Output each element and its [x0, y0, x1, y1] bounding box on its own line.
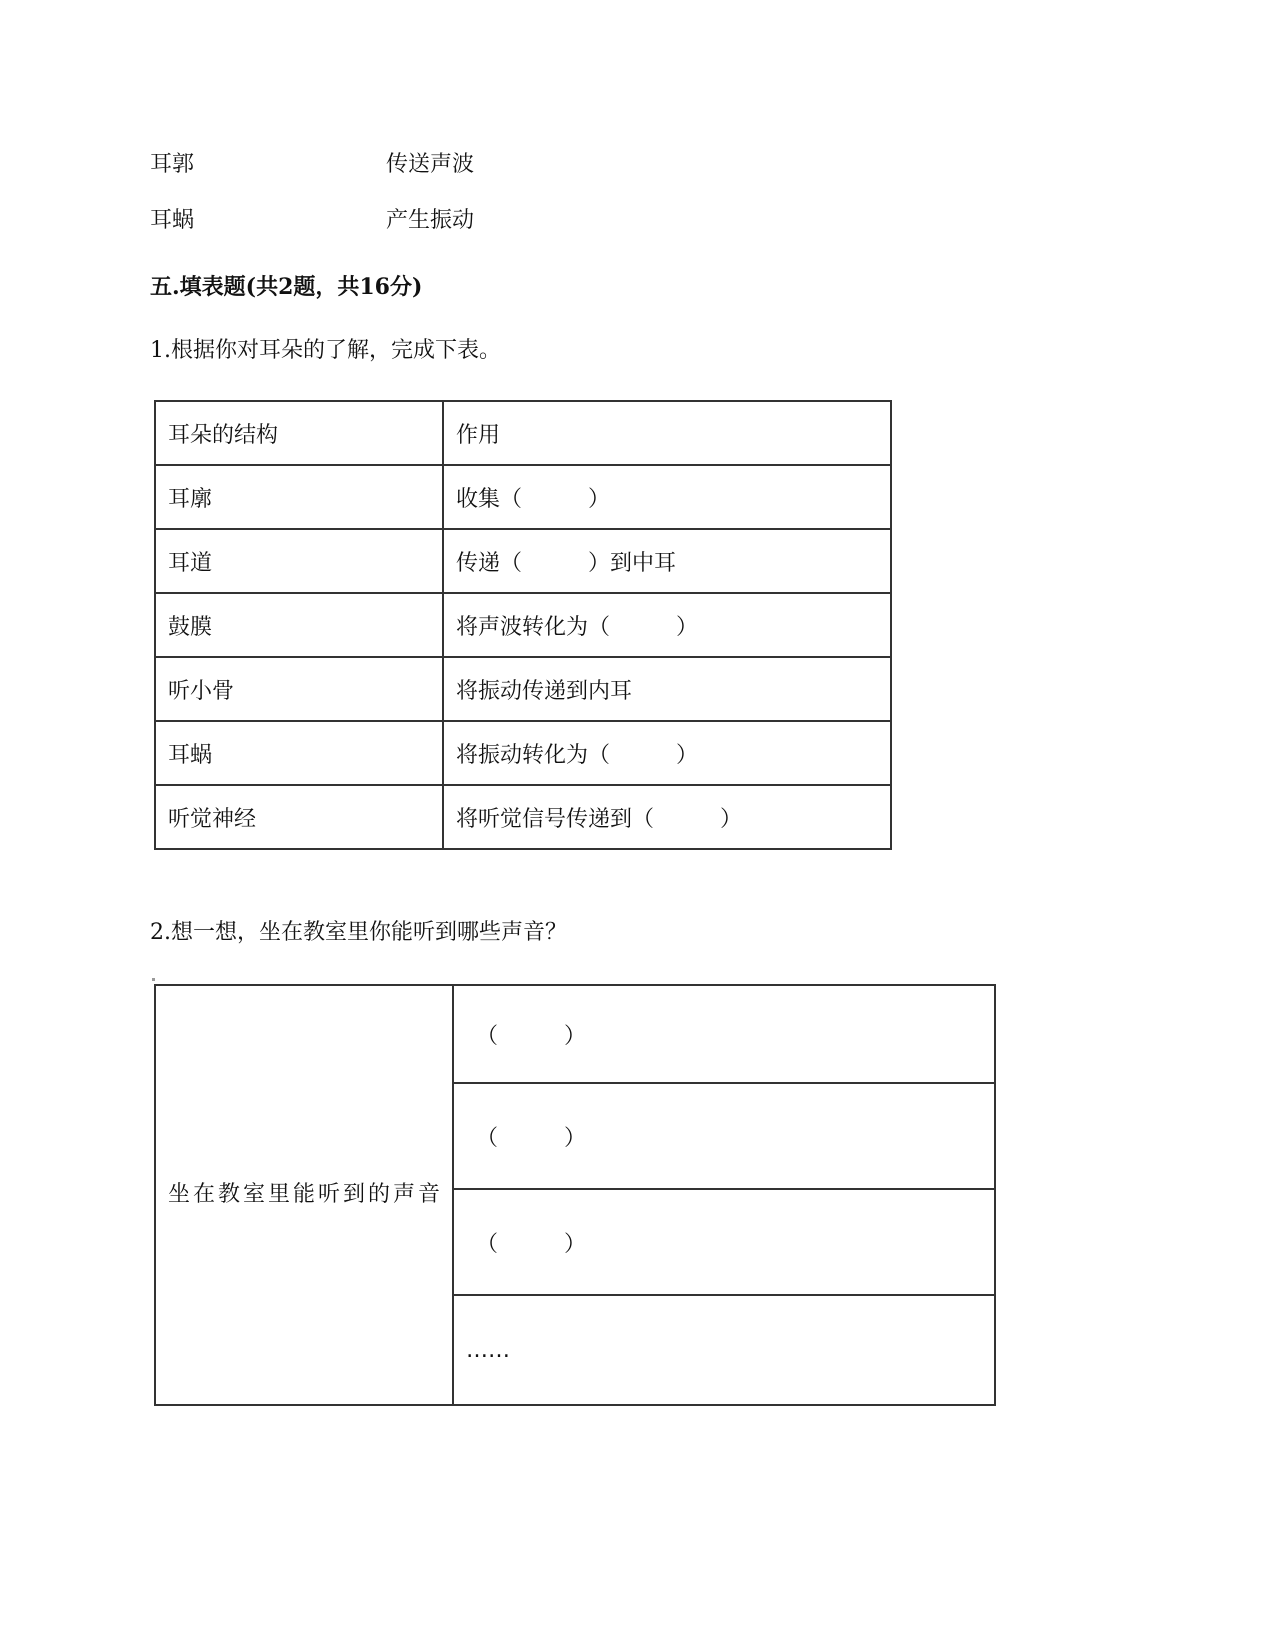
- matching-left: 耳郭: [150, 152, 195, 177]
- function-cell: 收集（ ）: [443, 465, 891, 529]
- section-title: 五.填表题(共2题，共16分): [150, 274, 423, 300]
- table-row: [155, 985, 995, 1083]
- table-row: [155, 721, 891, 785]
- matching-right: 传送声波: [386, 152, 475, 177]
- matching-right: 产生振动: [386, 208, 475, 233]
- classroom-sounds-label: 坐在教室里能听到的声音: [155, 985, 453, 1405]
- classroom-sounds-table: [154, 984, 996, 1406]
- question-1-prompt: 1.根据你对耳朵的了解，完成下表。: [150, 338, 501, 363]
- function-cell: 将振动转化为（ ）: [443, 721, 891, 785]
- question-2-prompt: 2.想一想，坐在教室里你能听到哪些声音？: [150, 920, 567, 945]
- matching-left: 耳蜗: [150, 208, 195, 233]
- structure-cell: 听觉神经: [155, 785, 443, 849]
- structure-cell: 鼓膜: [155, 593, 443, 657]
- function-cell: 将听觉信号传递到（ ）: [443, 785, 891, 849]
- structure-cell: 耳道: [155, 529, 443, 593]
- table-row: [155, 785, 891, 849]
- table-row: [155, 529, 891, 593]
- answer-blank[interactable]: （ ）: [453, 1189, 995, 1295]
- header-structure: 耳朵的结构: [155, 401, 443, 465]
- structure-cell: 耳廓: [155, 465, 443, 529]
- function-cell: 将声波转化为（ ）: [443, 593, 891, 657]
- ear-structure-table: [154, 400, 892, 850]
- function-cell: 传递（ ）到中耳: [443, 529, 891, 593]
- answer-blank[interactable]: （ ）: [453, 985, 995, 1083]
- structure-cell: 听小骨: [155, 657, 443, 721]
- structure-cell: 耳蜗: [155, 721, 443, 785]
- table-row: [155, 593, 891, 657]
- header-function: 作用: [443, 401, 891, 465]
- answer-blank[interactable]: （ ）: [453, 1083, 995, 1189]
- function-cell: 将振动传递到内耳: [443, 657, 891, 721]
- table-header-row: [155, 401, 891, 465]
- table-row: [155, 657, 891, 721]
- marker-dot: [152, 978, 155, 981]
- ellipsis-cell: ……: [453, 1295, 995, 1405]
- table-row: [155, 465, 891, 529]
